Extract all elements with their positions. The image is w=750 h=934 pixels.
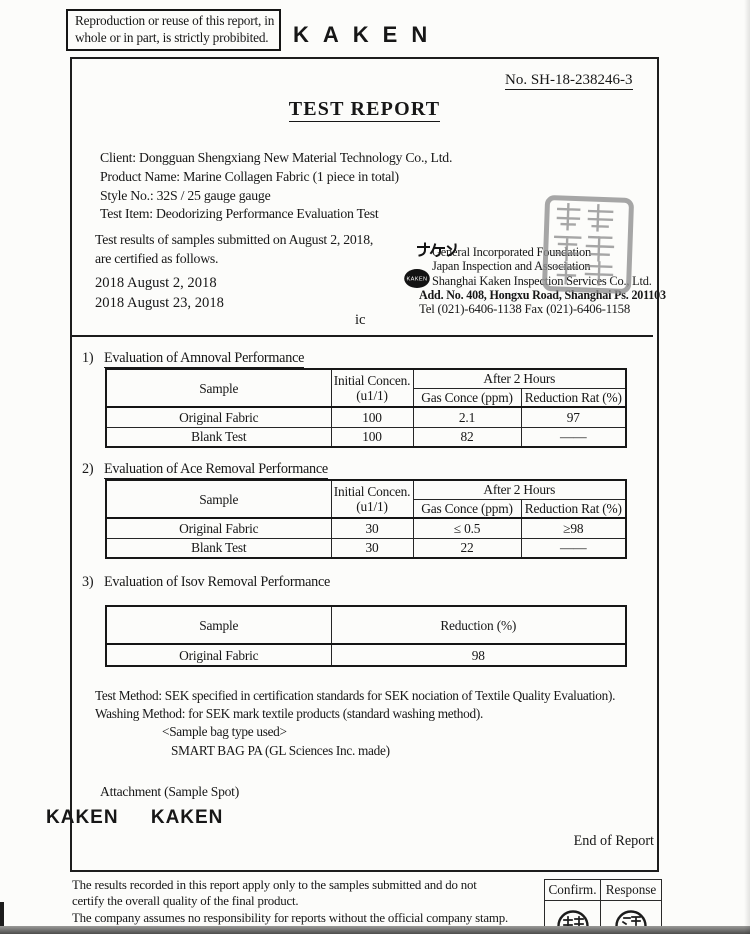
report-number [505,72,633,89]
kaken-logotype: KAKEN [293,22,442,47]
t1-r2-reduction: —— [521,427,626,447]
table-row [106,518,626,538]
page-title: TEST REPORT [288,98,441,120]
t1-header-initial [331,369,413,407]
org-tel-fax: Tel (021)-6406-1138 Fax (021)-6406-1158 [419,302,631,316]
t1-header-sample: Sample [106,369,331,407]
company-seal-stamp [540,193,635,295]
t1-r2-gas: 82 [413,427,521,447]
disclaimer-line3: The company assumes no responsibility for reports without the official company stamp. [72,910,508,925]
section3-heading: Evaluation of Isov Removal Performance [104,574,331,590]
t1-header-gas: Gas Conce (ppm) [413,388,521,407]
kaken-ellipse-logo-icon [403,267,431,290]
test-method-line: Test Method: SEK specified in certification standards for SEK nociation of Textile Quality Evaluation). [95,688,616,703]
section2-heading [104,461,328,478]
section1-heading [104,350,304,367]
t1-r1-gas: 2.1 [413,407,521,427]
client-line: Client: Dongguan Shengxiang New Material Technology Co., Ltd. [100,150,453,165]
t2-r2-initial: 30 [331,538,413,558]
t2-r2-reduction: —— [521,538,626,558]
stray-scan-text: ic [355,312,366,328]
t1-header-after: After 2 Hours [413,369,626,388]
table-row [106,538,626,558]
scan-artifact-right-edge [744,0,750,934]
t2-header-sample: Sample [106,480,331,518]
kaken-watermark-2: KAKEN [150,807,224,828]
product-line: Product Name: Marine Collagen Fabric (1 piece in total) [100,168,399,184]
t1-r1-sample: Original Fabric [106,407,331,427]
t2-r1-sample: Original Fabric [106,518,331,538]
t1-r1-reduction: 97 [521,407,626,427]
section3-number: 3) [82,574,94,590]
washing-method-line: Washing Method: for SEK mark textile products (standard washing method). [95,706,483,722]
table-row [106,407,626,427]
disclaimer-line2: certify the overall quality of the final product. [72,894,299,909]
org-name-1: General Incorporated Foundation [432,245,591,259]
t1-header-reduction: Reduction Rat (%) [521,388,626,407]
t3-header-reduction: Reduction (%) [331,606,626,644]
end-of-report: End of Report [573,833,654,849]
kaken-watermark-row [46,807,223,829]
t1-header-initial-line1: Initial Concen. [333,373,411,388]
section-divider [72,335,653,337]
performance-table-1 [105,368,627,448]
table-row [106,644,626,666]
t2-header-gas: Gas Conce (ppm) [413,499,521,518]
disclaimer-line1: The results recorded in this report apply only to the samples submitted and do not [72,878,477,892]
t3-header-sample: Sample [106,606,331,644]
report-number-text: No. SH-18-238246-3 [505,72,633,88]
t2-header-initial-line1: Initial Concen. [333,484,411,499]
date-issued: 2018 August 23, 2018 [95,294,224,311]
t2-header-after: After 2 Hours [413,480,626,499]
t3-r1-reduction: 98 [331,644,626,666]
table-row [106,427,626,447]
section2-heading-text: Evaluation of Ace Removal Performance [104,461,328,477]
performance-table-3 [105,605,627,667]
t1-r2-initial: 100 [331,427,413,447]
t2-header-reduction: Reduction Rat (%) [521,499,626,518]
t2-r1-gas: ≤ 0.5 [413,518,521,538]
test-item-line: Test Item: Deodorizing Performance Evaluation Test [100,206,379,222]
section1-number: 1) [82,350,94,366]
section2-number: 2) [82,461,94,477]
t2-r2-gas: 22 [413,538,521,558]
performance-table-2 [105,479,627,559]
t1-r1-initial: 100 [331,407,413,427]
sample-bag-value: SMART BAG PA (GL Sciences Inc. made) [171,742,390,758]
prohibition-notice: Reproduction or reuse of this report, in whole or in part, is strictly probibited. [66,9,281,51]
footer-disclaimer [72,877,508,926]
client-block [100,149,452,224]
methods-block [95,687,615,760]
t2-r1-initial: 30 [331,518,413,538]
attachment-line: Attachment (Sample Spot) [100,784,239,799]
date-submitted: 2018 August 2, 2018 [95,275,217,291]
response-header: Response [601,880,662,901]
style-line: Style No.: 32S / 25 gauge gauge [100,187,271,203]
org-name-3: Shanghai Kaken Inspection Services Co., Ltd. [432,273,652,288]
svg-text:KAKEN: KAKEN [406,276,428,283]
certification-line2: are certified as follows. [95,250,219,266]
section1-heading-text: Evaluation of Amnoval Performance [104,350,305,366]
t1-header-initial-line2: (u1/1) [356,388,388,403]
t2-r1-reduction: ≥98 [521,518,626,538]
sample-bag-label: <Sample bag type used> [162,724,287,740]
t3-r1-sample: Original Fabric [106,644,331,666]
report-title-row [70,98,659,121]
org-name-2: Japan Inspection and Association [432,259,591,274]
certification-statement [95,231,373,269]
report-dates [95,274,224,314]
confirm-header: Confirm. [545,880,601,901]
certification-line1: Test results of samples submitted on August 2, 2018, [95,232,374,247]
t2-header-initial [331,480,413,518]
scan-artifact-bottom-edge [0,926,750,934]
t2-header-initial-line2: (u1/1) [356,499,388,514]
kaken-watermark-1: KAKEN [46,807,119,828]
t1-r2-sample: Blank Test [106,427,331,447]
org-address: Add. No. 408, Hongxu Road, Shanghai Ps. 201103 [419,288,666,302]
t2-r2-sample: Blank Test [106,538,331,558]
